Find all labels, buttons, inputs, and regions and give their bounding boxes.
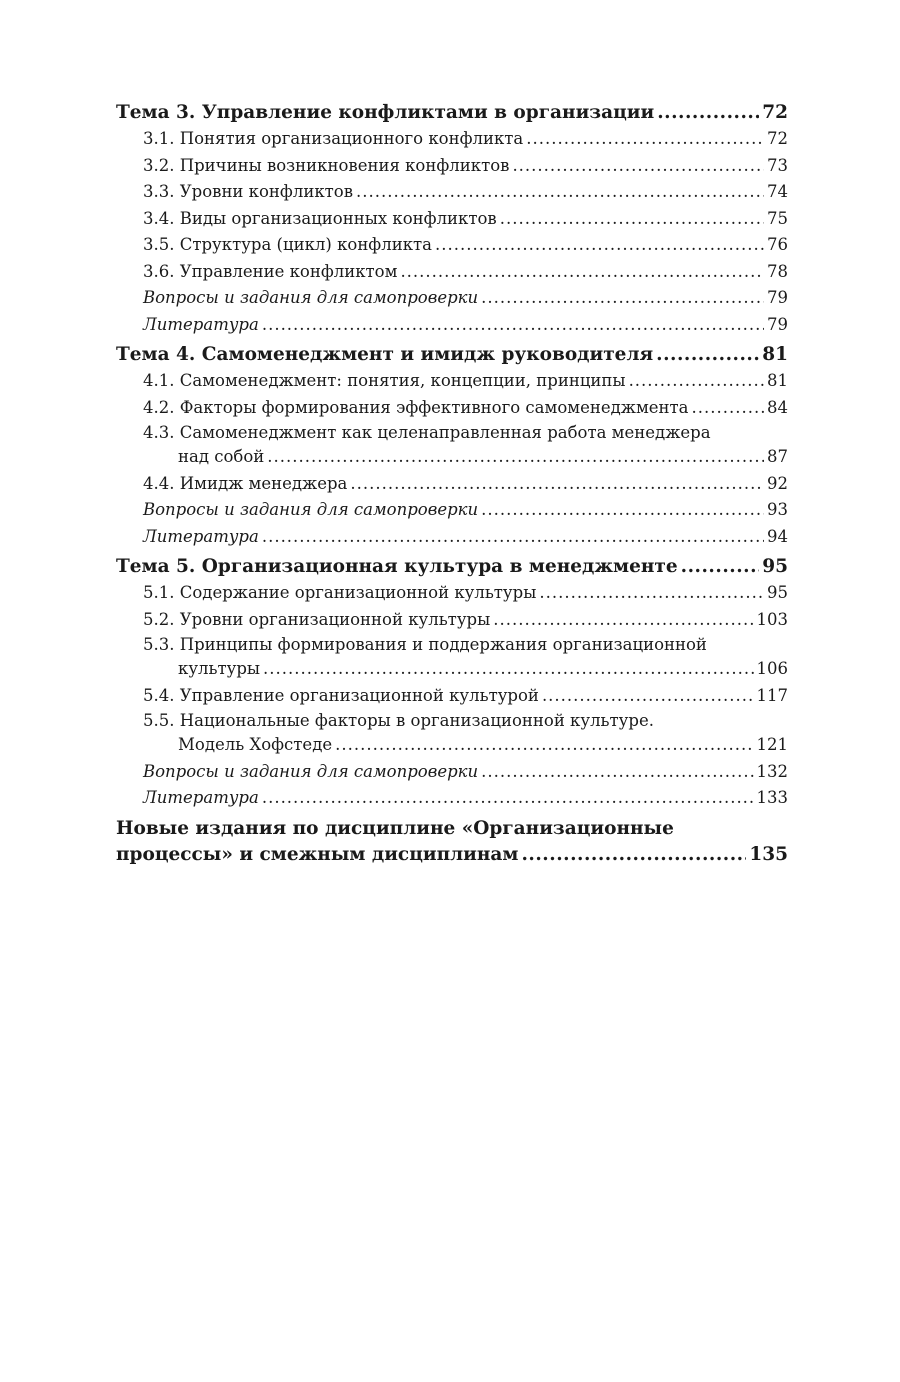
toc-item-title-line2: Модель Хофстеде (178, 735, 333, 754)
toc-item-3-3[interactable] (116, 179, 788, 206)
toc-page-number: 121 (756, 735, 788, 754)
leader-dots (493, 607, 753, 634)
toc-page-number: 103 (756, 609, 788, 629)
leader-dots (656, 342, 759, 368)
toc-item-5-literature[interactable] (116, 785, 788, 812)
leader-dots (350, 471, 764, 498)
leader-dots (263, 656, 753, 683)
leader-dots (500, 206, 764, 233)
leader-dots (512, 153, 764, 180)
toc-page-number: 79 (767, 314, 788, 334)
toc-item-title: 3.1. Понятия организационного конфликта (143, 129, 524, 148)
toc-item-4-4[interactable] (116, 471, 788, 498)
toc-item-title: 5.4. Управление организационной культурой (143, 685, 539, 705)
toc-item-5-5[interactable] (116, 709, 788, 759)
leader-dots (356, 179, 764, 206)
toc-item-5-questions[interactable] (116, 759, 788, 786)
toc-page-number: 81 (767, 371, 788, 390)
toc-final-title-line2: процессы» и смежным дисциплинам (116, 843, 519, 865)
toc-item-5-2[interactable] (116, 607, 788, 634)
toc-topic-4[interactable] (116, 342, 788, 368)
toc-item-5-3[interactable] (116, 633, 788, 683)
toc-item-3-4[interactable] (116, 206, 788, 233)
toc-topic-title: Тема 3. Управление конфликтами в организации (116, 102, 655, 123)
toc-page-number: 73 (767, 155, 788, 175)
toc-page-number: 92 (767, 473, 788, 493)
toc-page-number: 94 (767, 526, 788, 546)
toc-item-3-5[interactable] (116, 232, 788, 259)
leader-dots (400, 259, 764, 286)
toc-page-number: 74 (767, 182, 788, 201)
toc-item-title: 3.6. Управление конфликтом (143, 261, 398, 281)
toc-item-title-line2: культуры (178, 659, 261, 678)
toc-final-title-line1: Новые издания по дисциплине «Организационные (116, 817, 674, 839)
toc-item-title: 3.4. Виды организационных конфликтов (143, 208, 497, 228)
toc-item-title-line1: 4.3. Самоменеджмент как целенаправленная работа менеджера (143, 423, 711, 442)
toc-page-number: 79 (767, 288, 788, 307)
toc-topic-title: Тема 4. Самоменеджмент и имидж руководителя (116, 344, 654, 365)
toc-item-title: Вопросы и задания для самопроверки (143, 761, 479, 781)
toc-item-3-literature[interactable] (116, 312, 788, 339)
toc-page-number: 93 (767, 500, 788, 519)
toc-topic-title: Тема 5. Организационная культура в менеджменте (116, 556, 678, 577)
toc-item-3-questions[interactable] (116, 285, 788, 312)
toc-item-title: Вопросы и задания для самопроверки (143, 500, 479, 519)
toc-page-number: 72 (762, 102, 788, 123)
toc-page-number: 75 (767, 208, 788, 228)
toc-item-title: Литература (143, 314, 259, 334)
leader-dots (262, 785, 754, 812)
toc-item-4-literature[interactable] (116, 524, 788, 551)
toc-page-number: 132 (756, 761, 788, 781)
toc-item-title: Литература (143, 788, 259, 807)
toc-item-title: 4.2. Факторы формирования эффективного самоменеджмента (143, 397, 689, 417)
leader-dots (262, 312, 764, 339)
toc-page-number: 106 (756, 659, 788, 678)
leader-dots (681, 554, 760, 580)
toc-item-3-2[interactable] (116, 153, 788, 180)
leader-dots (657, 100, 759, 126)
leader-dots (481, 759, 753, 786)
toc-item-title: 4.1. Самоменеджмент: понятия, концепции, принципы (143, 371, 626, 390)
leader-dots (335, 732, 753, 759)
toc-final-section[interactable] (116, 816, 788, 868)
toc-item-5-1[interactable] (116, 580, 788, 607)
toc-page-number: 72 (767, 129, 788, 148)
toc-page-number: 95 (767, 583, 788, 602)
leader-dots (262, 524, 764, 551)
leader-dots (481, 285, 764, 312)
toc-item-title: 4.4. Имидж менеджера (143, 473, 348, 493)
toc-item-3-1[interactable] (116, 126, 788, 153)
leader-dots (267, 444, 764, 471)
toc-item-4-3[interactable] (116, 421, 788, 471)
leader-dots (692, 395, 764, 422)
toc-item-title-line2: над собой (178, 447, 265, 466)
toc-item-4-questions[interactable] (116, 497, 788, 524)
toc-item-title: Литература (143, 526, 259, 546)
toc-page-number: 133 (756, 788, 788, 807)
toc-page-number: 76 (767, 235, 788, 254)
toc-page-number: 135 (749, 843, 788, 865)
toc-item-title: 3.3. Уровни конфликтов (143, 182, 353, 201)
toc-item-title: Вопросы и задания для самопроверки (143, 288, 479, 307)
toc-page-number: 117 (756, 685, 788, 705)
toc-item-title: 5.2. Уровни организационной культуры (143, 609, 491, 629)
toc-item-5-4[interactable] (116, 683, 788, 710)
toc-item-4-1[interactable] (116, 368, 788, 395)
toc-item-title: 5.1. Содержание организационной культуры (143, 583, 537, 602)
leader-dots (539, 580, 764, 607)
leader-dots (542, 683, 754, 710)
leader-dots (629, 368, 764, 395)
leader-dots (435, 232, 764, 259)
leader-dots (481, 497, 764, 524)
toc-item-3-6[interactable] (116, 259, 788, 286)
leader-dots (521, 842, 746, 868)
toc-page-number: 84 (767, 397, 788, 417)
toc-page-number: 87 (767, 447, 788, 466)
toc-topic-3[interactable] (116, 100, 788, 126)
table-of-contents (116, 100, 788, 868)
toc-page-number: 95 (762, 556, 788, 577)
toc-topic-5[interactable] (116, 554, 788, 580)
toc-item-4-2[interactable] (116, 395, 788, 422)
toc-page-number: 78 (767, 261, 788, 281)
toc-item-title-line1: 5.5. Национальные факторы в организационной культуре. (143, 711, 654, 730)
toc-item-title-line1: 5.3. Принципы формирования и поддержания организационной (143, 635, 707, 654)
toc-item-title: 3.2. Причины возникновения конфликтов (143, 155, 510, 175)
toc-page-number: 81 (762, 344, 788, 365)
leader-dots (526, 126, 764, 153)
toc-item-title: 3.5. Структура (цикл) конфликта (143, 235, 432, 254)
